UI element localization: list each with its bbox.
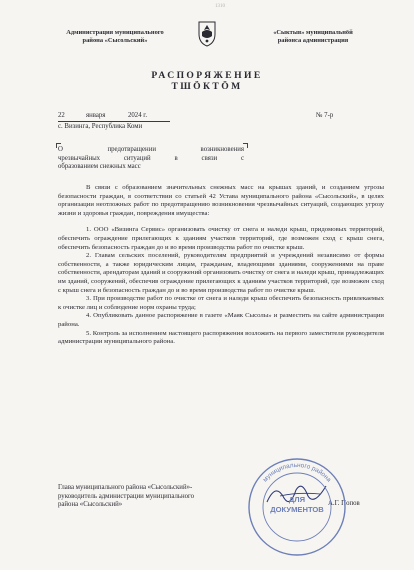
- subject-line-2: чрезвычайных ситуаций в связи с: [58, 154, 244, 162]
- stamp-center-2: ДОКУМЕНТОВ: [270, 505, 324, 514]
- header-left-line-1: Администрация муниципального: [66, 29, 164, 36]
- item-5: 5. Контроль за исполнением настоящего распоряжения возложить на первого заместителя руководителя администрации муниципального района.: [58, 329, 384, 346]
- place: с. Визинга, Республика Коми: [58, 123, 143, 130]
- date-day: 22: [58, 112, 65, 119]
- stamp-arc-text: муниципального района: [261, 461, 333, 484]
- doc-title-komi: ТШӦКТӦМ: [171, 81, 243, 92]
- doc-body: [58, 184, 384, 347]
- date-year: 2024 г.: [128, 112, 148, 119]
- item-1: 1. ООО «Визинга Сервис» организовать очистку от снега и наледи крыш, придомовых территорий, обеспечить ограждение прилегающих к зданиям участков территорий, где возможен сход с крыш снега, обеспечить безопасность граждан до и во время производства работ по очистке крыш.: [58, 226, 384, 251]
- stamp-center-1: ДЛЯ: [288, 495, 306, 504]
- subject-line-1: О предотвращении возникновения: [58, 146, 244, 153]
- doc-title-ru: РАСПОРЯЖЕНИЕ: [151, 70, 263, 81]
- item-3: 3. При производстве работ по очистке от снега и наледи крыш обеспечить безопасность привлекаемых к очистке лиц и соблюдение норм охраны труда;: [58, 295, 384, 311]
- subject-line-3: образованием снежных масс: [58, 163, 141, 171]
- header-right-line-2: районса администрация: [277, 37, 349, 44]
- subject: [58, 146, 244, 172]
- signature-line-2: руководитель администрации муниципального: [58, 492, 194, 500]
- signature-block: [58, 484, 258, 510]
- header-left-line-2: района «Сысольский»: [82, 37, 148, 44]
- signature-line-3: района «Сысольский»: [58, 501, 123, 509]
- doc-number: № 7-р: [316, 112, 334, 119]
- signature-line-1: Глава муниципального района «Сысольский»-: [58, 484, 193, 491]
- header-right: [238, 29, 388, 45]
- date-line: [58, 112, 170, 122]
- coat-of-arms-icon: [196, 18, 218, 48]
- date-month: января: [86, 112, 106, 119]
- round-stamp: [245, 455, 349, 559]
- header-left: [40, 29, 190, 45]
- header-right-line-1: «Сыктыв» муниципальнӧй: [273, 29, 353, 36]
- scan-mark: 1310: [215, 4, 225, 9]
- item-4: 4. Опубликовать данное распоряжение в газете «Маяк Сысолы» и разместить на сайте администрации района.: [58, 312, 384, 328]
- item-2: 2. Главам сельских поселений, руководителям предприятий и учреждений независимо от формы собственности, а также юридическим лицам, гражданам, владеющими зданиями, сооружениями на праве собственности, арендаторам зданий и сооружений организовать очистку от снега и наледи крыш, принадлежащих им зданий, сооружений, обеспечив ограждение прилегающих к зданиям участков территорий, где возможен сход с крыш снега и безопасность граждан до и во время производства работ по очистке крыш.: [58, 252, 384, 294]
- signature-name: А.Г. Попов: [328, 500, 360, 507]
- intro-paragraph: В связи с образованием значительных снежных масс на крышах зданий, и созданием угрозы безопасности граждан, в соответствии со статьей 42 Устава муниципального района «Сысольский», в целях организации неотложных работ по предотвращению возникновения чрезвычайных ситуаций, создающих угрозу жизни и здоровья граждан, повреждения имущества:: [58, 184, 384, 217]
